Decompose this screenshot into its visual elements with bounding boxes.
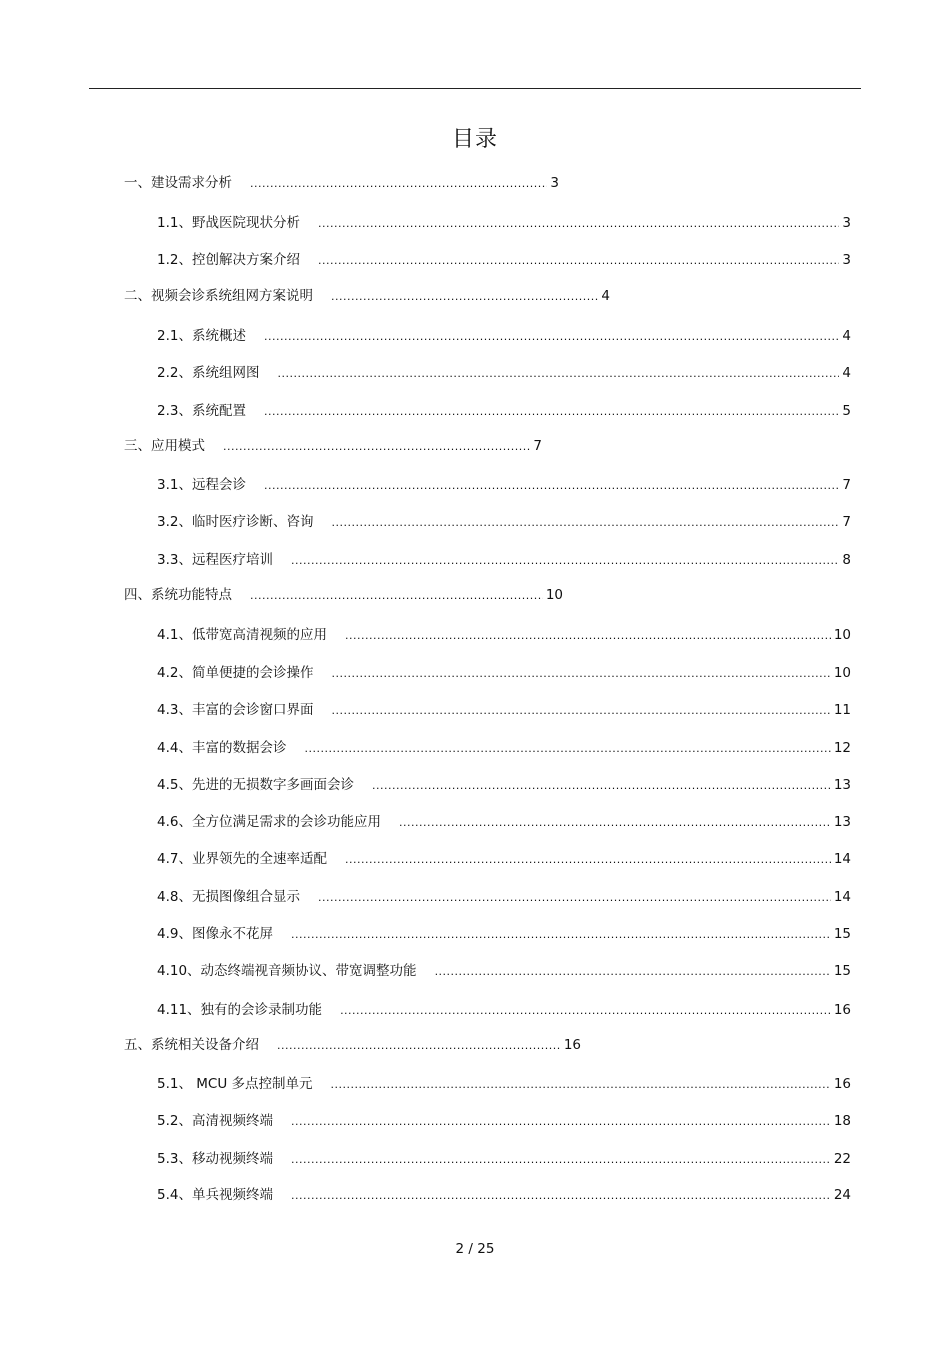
- toc-entry-label: 2.1、系统概述: [157, 328, 246, 344]
- dot-leader: [331, 665, 830, 683]
- toc-entry-label: 4.2、简单便捷的会诊操作: [157, 665, 314, 681]
- dot-leader: [277, 1037, 561, 1055]
- toc-entry-section[interactable]: [157, 962, 851, 981]
- toc-entry-page: 18: [833, 1113, 851, 1129]
- dot-leader: [331, 702, 830, 720]
- dot-leader: [277, 365, 839, 383]
- toc-entry-page: 15: [833, 963, 851, 979]
- toc-entry-section[interactable]: [157, 402, 851, 421]
- toc-entry-section[interactable]: [157, 739, 851, 758]
- toc-entry-section[interactable]: [157, 214, 851, 233]
- toc-entry-label: 5.3、移动视频终端: [157, 1151, 273, 1167]
- toc-entry-label: 4.6、全方位满足需求的会诊功能应用: [157, 814, 381, 830]
- toc-entry-section[interactable]: [157, 888, 851, 907]
- toc-entry-section[interactable]: [157, 1112, 851, 1131]
- toc-entry-label: 3.2、临时医疗诊断、咨询: [157, 514, 314, 530]
- dot-leader: [264, 328, 839, 346]
- toc-entry-section[interactable]: [157, 327, 851, 346]
- toc-entry-label: 4.1、低带宽高清视频的应用: [157, 627, 327, 643]
- toc-entry-section[interactable]: [157, 1150, 851, 1169]
- toc-entry-page: 16: [563, 1037, 581, 1053]
- toc-entry-label: 一、建设需求分析: [124, 175, 232, 191]
- toc-entry-page: 12: [833, 740, 851, 756]
- dot-leader: [331, 514, 839, 532]
- dot-leader: [264, 477, 839, 495]
- toc-entry-label: 2.3、系统配置: [157, 403, 246, 419]
- dot-leader: [340, 1002, 831, 1020]
- toc-entry-page: 3: [842, 252, 851, 268]
- toc-entry-chapter[interactable]: [124, 1036, 581, 1055]
- toc-entry-label: 5.2、高清视频终端: [157, 1113, 273, 1129]
- dot-leader: [304, 740, 830, 758]
- toc-title: 目录: [451, 127, 498, 152]
- dot-leader: [223, 438, 530, 456]
- toc-entry-label: 四、系统功能特点: [124, 587, 232, 603]
- toc-entry-label: 5.1、 MCU 多点控制单元: [157, 1076, 313, 1092]
- toc-entry-label: 4.10、动态终端视音频协议、带宽调整功能: [157, 963, 417, 979]
- toc-entry-page: 10: [545, 587, 563, 603]
- dot-leader: [291, 1113, 831, 1131]
- toc-entry-chapter[interactable]: [124, 287, 610, 306]
- toc-entry-chapter[interactable]: [124, 174, 559, 193]
- toc-entry-page: 4: [842, 365, 851, 381]
- toc-entry-section[interactable]: [157, 551, 851, 570]
- toc-entry-label: 5.4、单兵视频终端: [157, 1187, 273, 1203]
- toc-entry-section[interactable]: [157, 1186, 851, 1205]
- toc-entry-page: 16: [833, 1002, 851, 1018]
- dot-leader: [331, 1076, 831, 1094]
- toc-entry-section[interactable]: [157, 626, 851, 645]
- toc-entry-section[interactable]: [157, 701, 851, 720]
- dot-leader: [345, 851, 831, 869]
- toc-entry-page: 16: [833, 1076, 851, 1092]
- toc-entry-section[interactable]: [157, 925, 851, 944]
- toc-entry-label: 1.2、控创解决方案介绍: [157, 252, 300, 268]
- toc-entry-section[interactable]: [157, 513, 851, 532]
- toc-entry-label: 1.1、野战医院现状分析: [157, 215, 300, 231]
- toc-entry-page: 10: [833, 627, 851, 643]
- toc-entry-page: 13: [833, 777, 851, 793]
- dot-leader: [435, 963, 831, 981]
- toc-entry-page: 11: [833, 702, 851, 718]
- dot-leader: [318, 215, 839, 233]
- toc-entry-page: 3: [842, 215, 851, 231]
- toc-entry-label: 4.8、无损图像组合显示: [157, 889, 300, 905]
- toc-entry-label: 4.3、丰富的会诊窗口界面: [157, 702, 314, 718]
- toc-entry-label: 二、视频会诊系统组网方案说明: [124, 288, 313, 304]
- toc-entry-section[interactable]: [157, 364, 851, 383]
- dot-leader: [291, 552, 839, 570]
- toc-entry-label: 3.3、远程医疗培训: [157, 552, 273, 568]
- toc-entry-page: 4: [601, 288, 610, 304]
- dot-leader: [318, 252, 839, 270]
- toc-entry-section[interactable]: [157, 476, 851, 495]
- toc-entry-label: 4.7、业界领先的全速率适配: [157, 851, 327, 867]
- toc-entry-page: 4: [842, 328, 851, 344]
- dot-leader: [291, 1151, 831, 1169]
- page-indicator: 2 / 25: [455, 1241, 495, 1257]
- toc-entry-page: 22: [833, 1151, 851, 1167]
- toc-entry-page: 15: [833, 926, 851, 942]
- toc-entry-page: 8: [842, 552, 851, 568]
- toc-entry-label: 4.4、丰富的数据会诊: [157, 740, 287, 756]
- toc-entry-section[interactable]: [157, 1001, 851, 1020]
- dot-leader: [331, 288, 598, 306]
- toc-entry-page: 5: [842, 403, 851, 419]
- toc-entry-chapter[interactable]: [124, 437, 542, 456]
- dot-leader: [345, 627, 831, 645]
- toc-entry-label: 4.11、独有的会诊录制功能: [157, 1002, 323, 1018]
- toc-entry-page: 7: [842, 477, 851, 493]
- dot-leader: [291, 1187, 831, 1205]
- toc-entry-chapter[interactable]: [124, 586, 563, 605]
- toc-entry-page: 10: [833, 665, 851, 681]
- dot-leader: [250, 587, 543, 605]
- dot-leader: [291, 926, 831, 944]
- toc-entry-label: 3.1、远程会诊: [157, 477, 246, 493]
- toc-entry-label: 2.2、系统组网图: [157, 365, 260, 381]
- dot-leader: [250, 175, 547, 193]
- dot-leader: [399, 814, 831, 832]
- toc-entry-page: 7: [842, 514, 851, 530]
- toc-entry-page: 24: [833, 1187, 851, 1203]
- toc-entry-page: 13: [833, 814, 851, 830]
- toc-entry-section[interactable]: [157, 813, 851, 832]
- toc-entry-section[interactable]: [157, 1075, 851, 1094]
- toc-entry-page: 3: [550, 175, 559, 191]
- dot-leader: [372, 777, 831, 795]
- toc-entry-page: 14: [833, 889, 851, 905]
- toc-entry-section[interactable]: [157, 664, 851, 683]
- toc-entry-label: 4.9、图像永不花屏: [157, 926, 273, 942]
- toc-entry-label: 三、应用模式: [124, 438, 205, 454]
- dot-leader: [264, 403, 839, 421]
- toc-entry-page: 14: [833, 851, 851, 867]
- toc-entry-label: 五、系统相关设备介绍: [124, 1037, 259, 1053]
- dot-leader: [318, 889, 831, 907]
- toc-entry-page: 7: [533, 438, 542, 454]
- toc-entry-section[interactable]: [157, 850, 851, 869]
- toc-entry-label: 4.5、先进的无损数字多画面会诊: [157, 777, 354, 793]
- toc-entry-section[interactable]: [157, 776, 851, 795]
- toc-entry-section[interactable]: [157, 251, 851, 270]
